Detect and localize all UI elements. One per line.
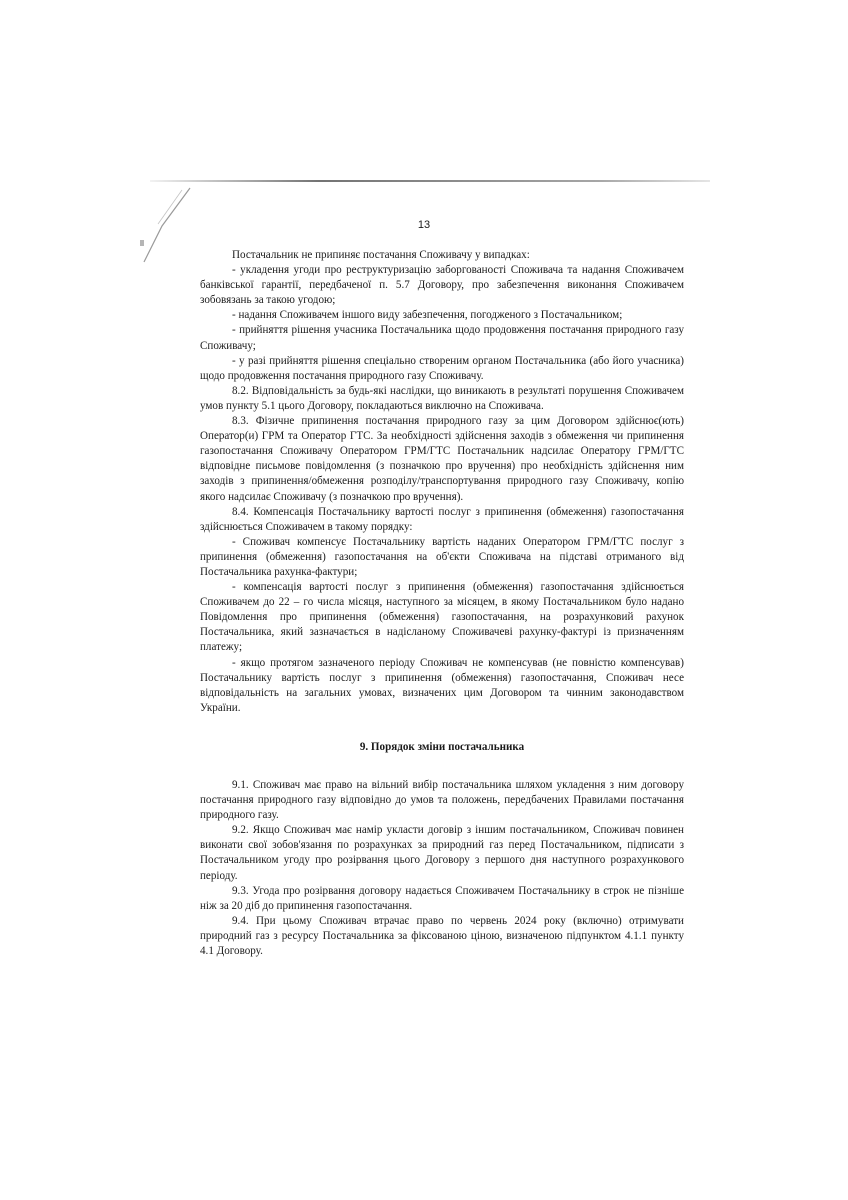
section8-paragraph: - надання Споживачем іншого виду забезпечення, погодженого з Постачальником; (232, 309, 623, 322)
section8-paragraph: Постачальник не припиняє постачання Споживачу у випадках: (232, 249, 530, 261)
section8-paragraph: - прийняття рішення учасника Постачальника щодо продовження постачання природного газу Споживачу; (200, 324, 684, 352)
clause-9-3: 9.3. Угода про розірвання договору надається Споживачем Постачальнику в строк не пізніше ніж за 20 діб до припинення газопостачання. (200, 884, 684, 912)
clause-8-4: 8.4. Компенсація Постачальнику вартості послуг з припинення (обмеження) газопостачання здійснюється Споживачем в такому порядку: (200, 505, 684, 533)
section8-paragraph: - Споживач компенсує Постачальнику вартість наданих Оператором ГРМ/ГТС послуг з припинення (обмеження) газопостачання на об'єкти Споживача на підставі отриманого від Постачальника рахунка-фактури; (200, 535, 684, 578)
clause-9-2: 9.2. Якщо Споживач має намір укласти договір з іншим постачальником, Споживач повинен виконати свої зобов'язання по розрахунках за природний газ перед Постачальником, підписати з Постачальником угоду про розірвання цього Договору з першого дня наступного розрахункового періоду. (200, 824, 684, 882)
scan-page-edge (150, 180, 710, 182)
page-number: 13 (417, 219, 431, 231)
clause-8-2: 8.2. Відповідальність за будь-які наслідки, що виникають в результаті порушення Споживачем умов пункту 5.1 цього Договору, покладаються виключно на Споживача. (200, 384, 684, 412)
clause-8-3: 8.3. Фізичне припинення постачання природного газу за цим Договором здійснює(ють) Оператор(и) ГРМ та Оператор ГТС. За необхідності здійснення заходів з обмеження чи припинення газопостачання Споживачу Оператором ГРМ/ГТС Постачальник надсилає Оператору ГРМ/ГТС відповідне письмове повідомлення (з позначкою про вручення) про необхідність здійснення ним заходів з припинення/обмеження розподілу/транспортування природного газу Споживачу, копію якого надсилає Споживачу (з позначкою про вручення). (200, 415, 684, 503)
section8-paragraph: - у разі прийняття рішення спеціально створеним органом Постачальника (або його учасника) щодо продовження постачання природного газу Споживачу. (200, 354, 684, 382)
document-body (200, 248, 684, 959)
section8-paragraph: - укладення угоди про реструктуризацію заборгованості Споживача та надання Споживачем банківської гарантії, передбаченої п. 5.7 Договору, про забезпечення виконання Споживачем зобовязань за такою угодою; (200, 264, 684, 307)
clause-9-1: 9.1. Споживач має право на вільний вибір постачальника шляхом укладення з ним договору постачання природного газу відповідно до умов та положень, передбачених Правилами постачання природного газу. (200, 779, 684, 822)
section-9-heading: 9. Порядок зміни постачальника (359, 740, 525, 753)
section8-paragraph: - компенсація вартості послуг з припинення (обмеження) газопостачання здійснюється Споживачем до 22 – го числа місяця, наступного за місяцем, в якому Постачальником було надано Повідомлення про припинення (обмеження) газопостачання, на розрахунковий рахунок Постачальника, який зазначається в надісланому Споживачеві рахунку-фактурі із призначенням платежу; (200, 581, 684, 654)
clause-9-4: 9.4. При цьому Споживач втрачає право по червень 2024 року (включно) отримувати природний газ з ресурсу Постачальника за фіксованою ціною, визначеною підпунктом 4.1.1 пункту 4.1 Договору. (200, 914, 684, 958)
section8-paragraph: - якщо протягом зазначеного періоду Споживач не компенсував (не повністю компенсував) Постачальнику вартість послуг з припинення (обмеження) газопостачання, Споживач несе відповідальність на загальних умовах, визначених цим Договором та чинним законодавством України. (200, 656, 684, 714)
